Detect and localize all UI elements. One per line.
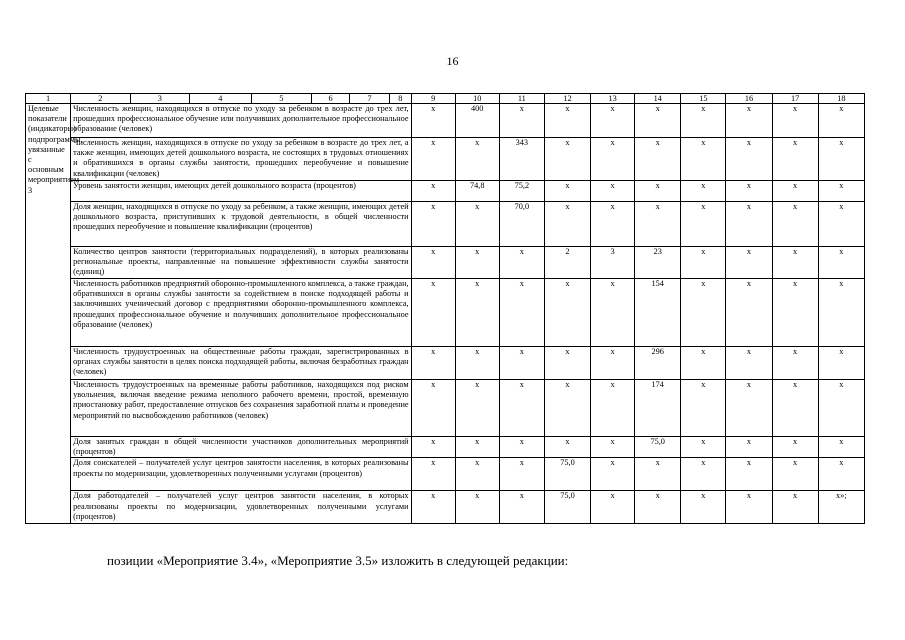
value-cell: х [591,279,635,347]
value-cell: х [818,380,864,437]
value-cell: х [772,104,818,138]
value-cell: х [411,491,455,524]
value-cell: х [455,247,499,279]
value-cell: х [591,380,635,437]
value-cell: х [681,279,726,347]
value-cell: х [726,104,772,138]
value-cell: х [544,279,590,347]
value-cell: х [818,247,864,279]
value-cell: х [818,202,864,247]
value-cell: 75,2 [499,181,544,202]
value-cell: х [544,138,590,181]
value-cell: х [635,138,681,181]
col-header: 17 [772,94,818,104]
value-cell: х [818,181,864,202]
col-header: 14 [635,94,681,104]
table-row [26,181,865,202]
value-cell: х [544,181,590,202]
value-cell: х [591,104,635,138]
value-cell: х [455,380,499,437]
value-cell: х [726,347,772,380]
value-cell: х [818,104,864,138]
value-cell: х [411,247,455,279]
col-header: 2 [71,94,130,104]
col-header: 16 [726,94,772,104]
col-header: 3 [130,94,189,104]
value-cell: х [818,279,864,347]
indicators-table [25,93,865,524]
indicator-label: Численность трудоустроенных на общественные работы граждан, зарегистрированных в органах службы занятости в целях поиска подходящей работы, включая безработных граждан (человек) [71,347,411,380]
indicator-label: Количество центров занятости (территориальных подразделений), в которых реализованы региональные проекты, направленные на повышение эффективности службы занятости (единиц) [71,247,411,279]
col-header: 4 [190,94,252,104]
value-cell: х [411,138,455,181]
value-cell: х [591,347,635,380]
value-cell: х [772,181,818,202]
value-cell: х [772,380,818,437]
value-cell: 75,0 [544,458,590,491]
table-row [26,380,865,437]
col-header: 9 [411,94,455,104]
value-cell: х [455,202,499,247]
value-cell: 400 [455,104,499,138]
value-cell: х [772,247,818,279]
value-cell: х [772,491,818,524]
col-header: 13 [591,94,635,104]
value-cell: 3 [591,247,635,279]
value-cell: х [455,347,499,380]
col-header: 1 [26,94,71,104]
indicator-label: Численность трудоустроенных на временные работы работников, находящихся под риском увольнения, включая введение режима неполного рабочего времени, простой, временную приостановку работ, предоставление отпусков без сохранения заработной платы и проведение мероприятий по высвобождению работников (человек) [71,380,411,437]
table-row [26,104,865,138]
col-header: 10 [455,94,499,104]
value-cell: 75,0 [544,491,590,524]
value-cell: х [499,458,544,491]
col-header: 6 [312,94,350,104]
table-row [26,347,865,380]
header-row [26,94,865,104]
value-cell: х [499,104,544,138]
value-cell: 23 [635,247,681,279]
value-cell: х [499,380,544,437]
table-row [26,458,865,491]
value-cell: х [681,104,726,138]
value-cell: х [411,181,455,202]
value-cell: х [635,181,681,202]
col-header: 15 [681,94,726,104]
col-header: 11 [499,94,544,104]
value-cell: х [499,437,544,458]
value-cell: х [411,437,455,458]
value-cell: х [772,347,818,380]
value-cell: х [635,458,681,491]
col-header: 7 [350,94,390,104]
value-cell: х [726,491,772,524]
value-cell: х [726,279,772,347]
value-cell: х [455,138,499,181]
value-cell: х [411,458,455,491]
value-cell: х [591,491,635,524]
value-cell: х [591,458,635,491]
value-cell: х [681,380,726,437]
value-cell: х [635,202,681,247]
value-cell: 174 [635,380,681,437]
value-cell: х [772,458,818,491]
col-header: 8 [390,94,412,104]
value-cell: х [499,247,544,279]
value-cell: х [411,279,455,347]
value-cell: х [411,380,455,437]
table-row [26,247,865,279]
value-cell: х [455,458,499,491]
value-cell: х [681,247,726,279]
value-cell: х [591,181,635,202]
value-cell: х [455,279,499,347]
value-cell: х [499,279,544,347]
value-cell: х [591,437,635,458]
value-cell: х [818,138,864,181]
group-label: Целевые показатели (индикаторы) подпрограммы, увязанные с основным мероприятием 3 [26,104,71,524]
value-cell: х [499,491,544,524]
indicator-label: Доля женщин, находящихся в отпуске по уходу за ребенком, а также женщин, имеющих детей дошкольного возраста, приступивших к трудовой деятельности, в общей численности прошедших переобучение и повышение квалификации (процентов) [71,202,411,247]
value-cell: 75,0 [635,437,681,458]
table-row [26,437,865,458]
table-row [26,202,865,247]
value-cell: х [591,138,635,181]
value-cell: х [411,347,455,380]
value-cell: х [681,491,726,524]
value-cell: х [455,437,499,458]
col-header: 18 [818,94,864,104]
value-cell: х [681,138,726,181]
value-cell: 74,8 [455,181,499,202]
indicator-label: Доля работодателей – получателей услуг центров занятости населения, в которых реализованы проекты по модернизации, удовлетворенных полученными услугами (процентов) [71,491,411,524]
indicator-label: Доля занятых граждан в общей численности участников дополнительных мероприятий (процентов) [71,437,411,458]
value-cell: х [455,491,499,524]
indicator-label: Численность женщин, находящихся в отпуске по уходу за ребенком в возрасте до трех лет, прошедших профессиональное обучение или получивших дополнительное профессиональное образование (человек) [71,104,411,138]
value-cell: х [726,458,772,491]
value-cell: 343 [499,138,544,181]
value-cell: 154 [635,279,681,347]
value-cell: х [411,104,455,138]
table-row [26,279,865,347]
value-cell: х [726,138,772,181]
value-cell: х [544,347,590,380]
value-cell: х [591,202,635,247]
value-cell: х [726,247,772,279]
value-cell: х [772,437,818,458]
value-cell: х [411,202,455,247]
indicator-label: Уровень занятости женщин, имеющих детей дошкольного возраста (процентов) [71,181,411,202]
value-cell: х [635,104,681,138]
value-cell: х [726,380,772,437]
value-cell: х [726,437,772,458]
value-cell: х [499,347,544,380]
value-cell: 2 [544,247,590,279]
value-cell: 70,0 [499,202,544,247]
value-cell: х [544,104,590,138]
value-cell: х [681,458,726,491]
value-cell: х [544,437,590,458]
value-cell: х [726,181,772,202]
value-cell: х [818,458,864,491]
table-row [26,138,865,181]
value-cell: х [681,347,726,380]
value-cell: х [681,437,726,458]
indicator-label: Численность женщин, находящихся в отпуске по уходу за ребенком в возрасте до трех лет, а также женщин, имеющих детей дошкольного возраста, не состоящих в трудовых отношениях и обратившихся в органы службы занятости, прошедших переобучение и повышение квалификации (человек) [71,138,411,181]
value-cell: х [772,202,818,247]
value-cell: х [544,380,590,437]
page-number: 16 [446,54,459,68]
value-cell: х [681,202,726,247]
indicator-label: Доля соискателей – получателей услуг центров занятости населения, в которых реализованы проекты по модернизации, удовлетворенных полученными услугами (процентов) [71,458,411,491]
value-cell: х [635,491,681,524]
col-header: 12 [544,94,590,104]
value-cell: х [818,437,864,458]
col-header: 5 [251,94,312,104]
indicator-label: Численность работников предприятий оборонно-промышленного комплекса, а также граждан, обратившихся в органы службы занятости за содействием в поиске подходящей работы и заключивших ученический договор с предприятиями оборонно-промышленного комплекса, прошедших профессиональное обучение и получивших дополнительное профессиональное образование (человек) [71,279,411,347]
value-cell: х»; [818,491,864,524]
value-cell: х [726,202,772,247]
footer-text: позиции «Мероприятие 3.4», «Мероприятие 3.5» изложить в следующей редакции: [107,553,569,568]
value-cell: х [544,202,590,247]
value-cell: 296 [635,347,681,380]
value-cell: х [772,279,818,347]
table-row [26,491,865,524]
value-cell: х [772,138,818,181]
value-cell: х [681,181,726,202]
value-cell: х [818,347,864,380]
